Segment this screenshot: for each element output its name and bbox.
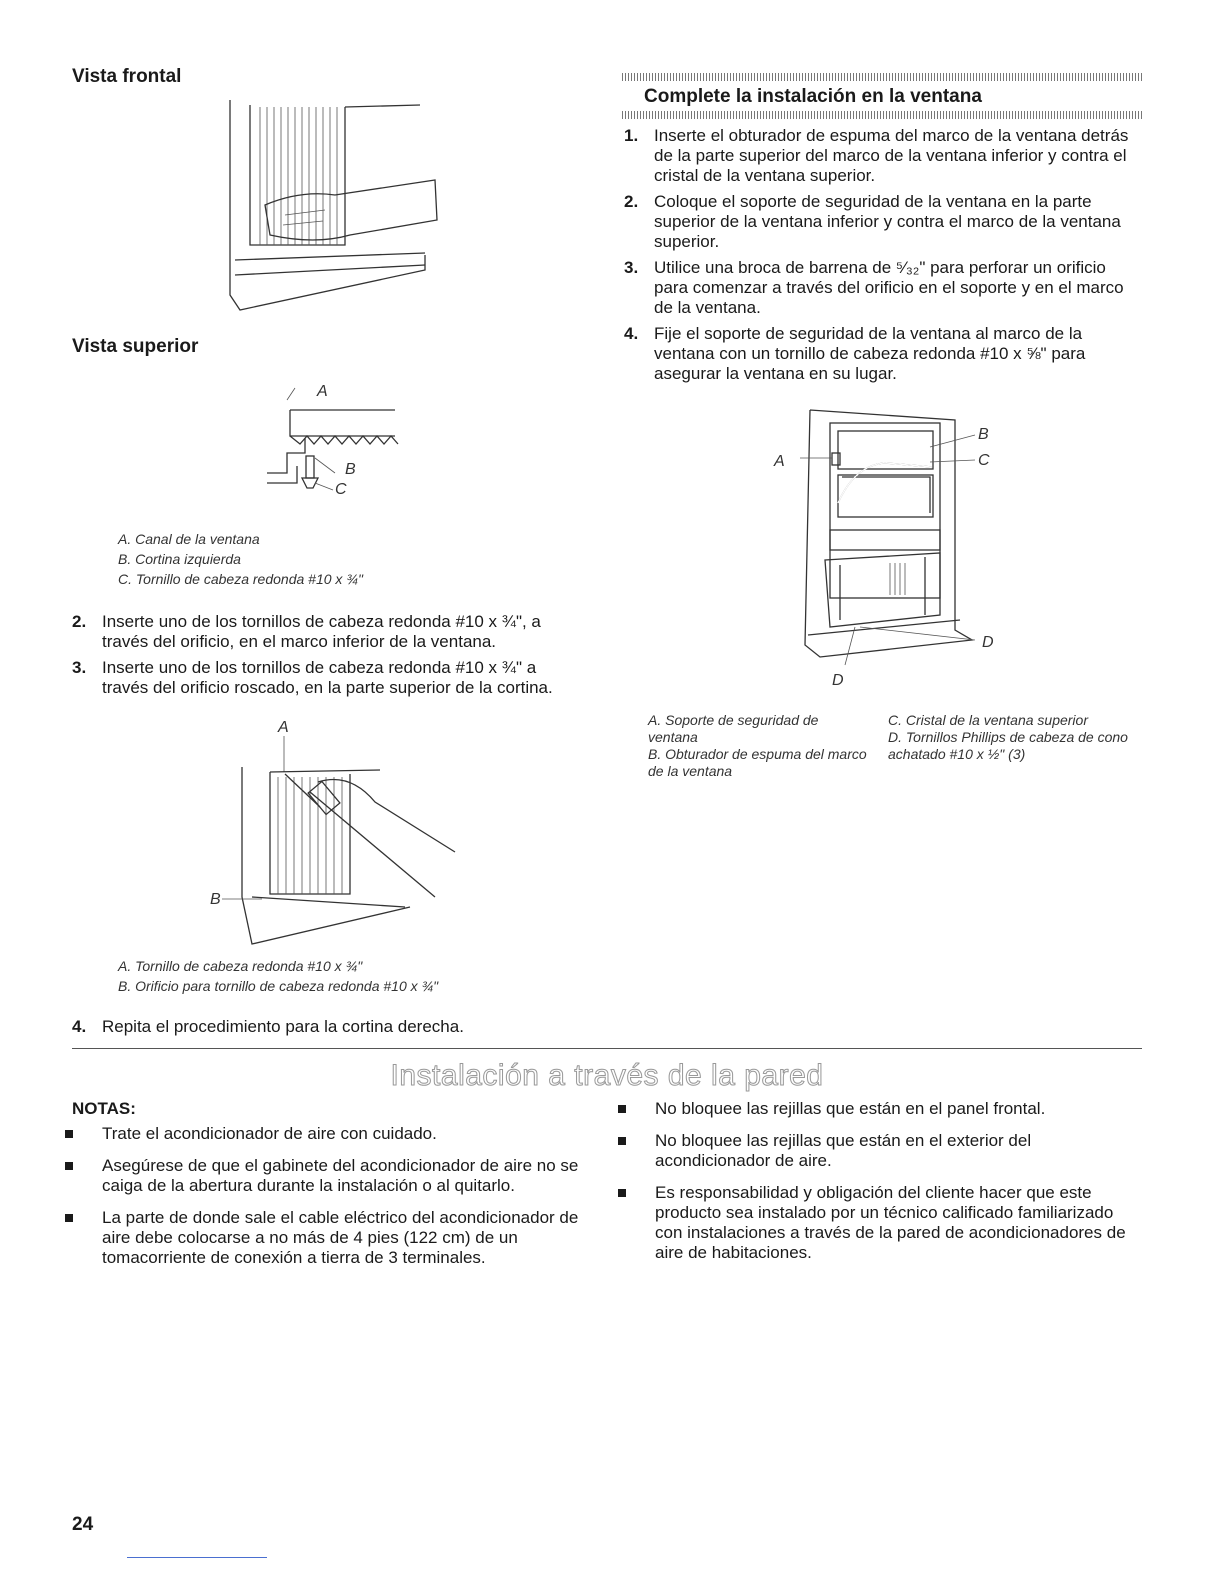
left-steps-list <box>72 612 582 704</box>
note-text: Es responsabilidad y obligación del cliente hacer que este producto sea instalado por un técnico calificado familiarizado con instalaciones a través de la pared de acondicionadores de aire de habitaciones. <box>655 1183 1126 1262</box>
fig1-caption-b: B. Cortina izquierda <box>118 551 241 567</box>
right-section-title: Complete la instalación en la ventana <box>644 86 982 107</box>
left-step-4 <box>72 1017 592 1037</box>
note-text: No bloquee las rejillas que están en el panel frontal. <box>655 1099 1046 1118</box>
fig2-label-b: B <box>210 891 221 908</box>
note-item <box>57 1124 587 1144</box>
bullet-icon <box>65 1130 73 1138</box>
left-step-2 <box>72 612 582 652</box>
section-divider <box>72 1048 1142 1049</box>
fig2-captions <box>118 956 438 996</box>
right-steps-list <box>624 126 1140 390</box>
fig3-caption-c: C. Cristal de la ventana superior <box>888 712 1088 728</box>
fig3-label-a: A <box>774 453 785 470</box>
step-number: 2. <box>72 612 87 631</box>
fig3-caption-b: B. Obturador de espuma del marco de la ventana <box>648 746 867 779</box>
fig3-label-c: C <box>978 452 990 469</box>
title-rule-top <box>622 73 1142 81</box>
right-step-3 <box>624 258 1140 318</box>
step-number: 4. <box>72 1017 87 1036</box>
note-text: Asegúrese de que el gabinete del acondicionador de aire no se caiga de la abertura durante la instalación o al quitarlo. <box>102 1156 579 1195</box>
step-number: 1. <box>624 126 639 145</box>
step-text: Repita el procedimiento para la cortina derecha. <box>102 1017 464 1036</box>
front-view-title: Vista frontal <box>72 66 182 87</box>
step-text: Utilice una broca de barrena de ⁵⁄₃₂" para perforar un orificio para comenzar a través del orificio en el soporte y en el marco de la ventana. <box>654 258 1124 317</box>
right-step-1 <box>624 126 1140 186</box>
step-text: Inserte uno de los tornillos de cabeza redonda #10 x ¾", a través del orificio, en el marco inferior de la ventana. <box>102 612 541 651</box>
fig1-caption-a: A. Canal de la ventana <box>118 531 260 547</box>
notes-title: NOTAS: <box>72 1099 136 1118</box>
fig3-label-b: B <box>978 426 989 443</box>
fig3-label-d-bottom: D <box>832 672 844 689</box>
note-text: No bloquee las rejillas que están en el exterior del acondicionador de aire. <box>655 1131 1032 1170</box>
bullet-icon <box>65 1162 73 1170</box>
fig3-caption-a: A. Soporte de seguridad de ventana <box>648 712 819 745</box>
footer-line <box>127 1557 267 1558</box>
step-number: 3. <box>72 658 87 677</box>
step-text: Coloque el soporte de seguridad de la ventana en la parte superior de la ventana inferior y contra el marco de la ventana superior. <box>654 192 1121 251</box>
front-view-illustration <box>205 95 445 320</box>
wall-section-title: Instalación a través de la pared <box>390 1059 824 1092</box>
fig1-captions <box>118 529 363 589</box>
note-item <box>610 1183 1145 1263</box>
note-text: Trate el acondicionador de aire con cuidado. <box>102 1124 437 1143</box>
curtain-screw-illustration <box>200 712 460 952</box>
page-number: 24 <box>72 1514 94 1535</box>
fig2-label-a: A <box>278 719 289 736</box>
step-number: 4. <box>624 324 639 343</box>
bullet-icon <box>618 1189 626 1197</box>
fig3-label-d-right: D <box>982 634 994 651</box>
notes-right-list <box>610 1099 1145 1275</box>
left-step-3 <box>72 658 582 698</box>
step-number: 3. <box>624 258 639 277</box>
right-step-2 <box>624 192 1140 252</box>
note-item <box>57 1156 587 1196</box>
step-number: 2. <box>624 192 639 211</box>
bullet-icon <box>618 1105 626 1113</box>
fig2-caption-b: B. Orificio para tornillo de cabeza redonda #10 x ¾" <box>118 978 439 994</box>
note-text: La parte de donde sale el cable eléctrico del acondicionador de aire debe colocarse a no más de 4 pies (122 cm) de un tomacorriente de conexión a tierra de 3 terminales. <box>102 1208 579 1267</box>
note-item <box>610 1099 1145 1119</box>
step-text: Fije el soporte de seguridad de la ventana al marco de la ventana con un tornillo de cabeza redonda #10 x ⅝" para asegurar la ventana en su lugar. <box>654 324 1086 383</box>
notes-left-list <box>57 1124 587 1280</box>
fig3-captions-right <box>888 712 1138 763</box>
left-step4-list <box>72 1017 592 1043</box>
window-install-illustration <box>760 395 1020 695</box>
fig1-caption-c: C. Tornillo de cabeza redonda #10 x ¾" <box>118 571 363 587</box>
bullet-icon <box>65 1214 73 1222</box>
note-item <box>57 1208 587 1268</box>
fig2-caption-a: A. Tornillo de cabeza redonda #10 x ¾" <box>118 958 363 974</box>
step-text: Inserte uno de los tornillos de cabeza redonda #10 x ¾" a través del orificio roscado, en la parte superior de la cortina. <box>102 658 553 697</box>
step-text: Inserte el obturador de espuma del marco de la ventana detrás de la parte superior del marco de la ventana inferior y contra el cristal de la ventana superior. <box>654 126 1129 185</box>
fig1-label-b: B <box>345 461 356 478</box>
fig1-label-a: A <box>317 383 328 400</box>
right-step-4 <box>624 324 1140 384</box>
top-view-illustration <box>255 378 425 503</box>
bullet-icon <box>618 1137 626 1145</box>
fig3-captions-left <box>648 712 870 780</box>
note-item <box>610 1131 1145 1171</box>
fig3-caption-d: D. Tornillos Phillips de cabeza de cono achatado #10 x ½" (3) <box>888 729 1128 762</box>
top-view-title: Vista superior <box>72 336 199 357</box>
title-rule-bottom <box>622 111 1142 119</box>
fig1-label-c: C <box>335 481 347 498</box>
